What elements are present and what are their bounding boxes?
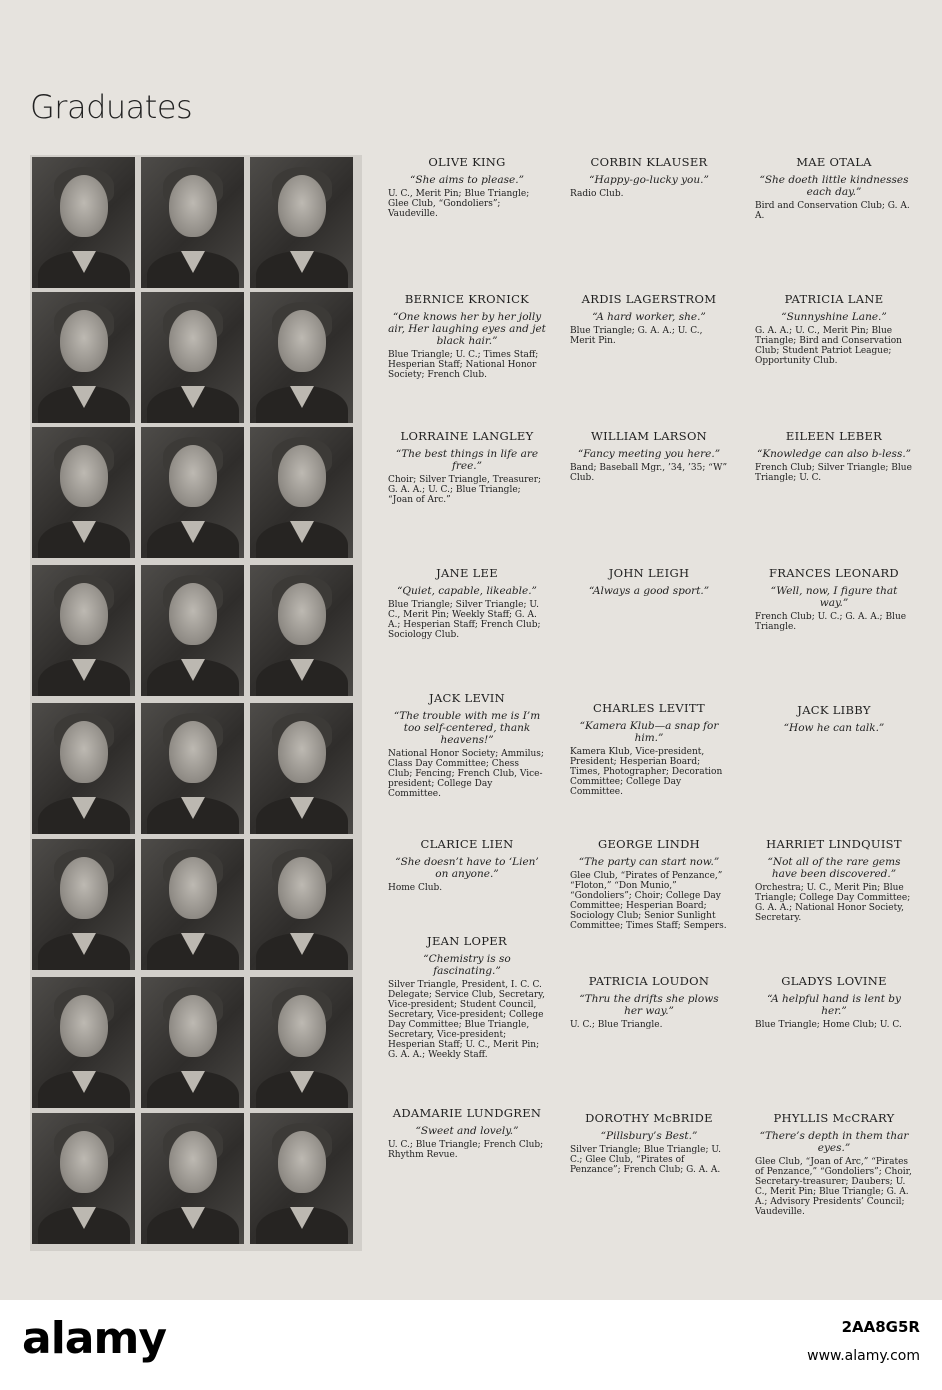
portrait-photo (250, 157, 353, 288)
page-heading: Graduates (30, 88, 193, 126)
graduate-quote: “Sweet and lovely.” (415, 1125, 519, 1137)
graduate-entry (755, 156, 913, 221)
portrait-photo (32, 157, 135, 288)
graduate-entry (388, 430, 546, 505)
graduate-name: PHYLLIS McCRARY (773, 1111, 895, 1125)
graduate-entry (388, 1107, 546, 1160)
portrait-photo (141, 703, 244, 834)
graduate-name: GLADYS LOVINE (781, 974, 887, 988)
graduate-activities: Choir; Silver Triangle, Treasurer; G. A. A.; U. C.; Blue Triangle; “Joan of Arc.” (388, 475, 542, 505)
graduate-name: DOROTHY McBRIDE (585, 1111, 713, 1125)
graduate-quote: “Always a good sport.” (588, 585, 710, 597)
graduate-entry (388, 567, 546, 640)
graduate-entry (570, 156, 728, 199)
graduate-activities: Band; Baseball Mgr., ’34, ’35; “W” Club. (570, 463, 728, 483)
graduate-name: PATRICIA LOUDON (588, 974, 710, 988)
graduate-activities: G. A. A.; U. C., Merit Pin; Blue Triangle; Bird and Conservation Club; Student Patriot League; Opportunity Club. (755, 326, 902, 366)
graduate-entry (755, 1112, 913, 1217)
graduate-quote: “There’s depth in them thar eyes.” (759, 1130, 909, 1154)
graduate-entry (755, 838, 913, 923)
graduate-name: EILEEN LEBER (785, 429, 883, 443)
graduate-activities: U. C., Merit Pin; Blue Triangle; Glee Club, “Gondoliers”; Vaudeville. (388, 189, 530, 219)
graduate-name: BERNICE KRONICK (404, 292, 530, 306)
graduate-activities: Bird and Conservation Club; G. A. A. (755, 201, 910, 221)
graduate-entry (388, 293, 546, 380)
graduate-quote: “One knows her by her jolly air, Her laughing eyes and jet black hair.” (388, 311, 546, 347)
graduate-quote: “The best things in life are free.” (395, 448, 539, 472)
portrait-photo (32, 565, 135, 696)
graduate-entry (570, 567, 728, 600)
graduate-activities: French Club; Silver Triangle; Blue Triangle; U. C. (755, 463, 912, 483)
graduate-activities: Blue Triangle; Silver Triangle; U. C., Merit Pin; Weekly Staff; G. A. A.; Hesperian Staff; French Club; Sociology Club. (388, 600, 541, 640)
graduate-activities: Silver Triangle, President, I. C. C. Delegate; Service Club, Secretary, Vice-president; Student Council, Secretary, Vice-president; College Day Committee; Blue Triangle, Secretary, Vice-president; Hesperian Staff; U. C., Merit Pin; G. A. A.; Weekly Staff. (388, 980, 545, 1060)
portrait-photo (141, 427, 244, 558)
portrait-photo (32, 977, 135, 1108)
portrait-photo (32, 427, 135, 558)
graduate-activities: Silver Triangle; Blue Triangle; U. C.; Glee Club, “Pirates of Penzance”; French Club; G. A. A. (570, 1145, 722, 1175)
graduate-name: GEORGE LINDH (598, 837, 700, 851)
site-url: www.alamy.com (807, 1348, 920, 1364)
graduate-activities: National Honor Society; Ammilus; Class Day Committee; Chess Club; Fencing; French Club, Vice-president; College Day Committee. (388, 749, 544, 799)
graduate-quote: “The party can start now.” (578, 856, 720, 868)
graduate-quote: “She doesn’t have to ‘Lien’ on anyone.” (395, 856, 539, 880)
portrait-photo (250, 1113, 353, 1244)
graduate-entry (388, 838, 546, 893)
graduate-name: ARDIS LAGERSTROM (581, 292, 717, 306)
portrait-photo (250, 703, 353, 834)
graduate-name: MAE OTALA (796, 155, 872, 169)
graduate-activities: Blue Triangle; U. C.; Times Staff; Hesperian Staff; National Honor Society; French Club. (388, 350, 539, 380)
graduate-entry (388, 156, 546, 219)
graduate-activities: Blue Triangle; G. A. A.; U. C., Merit Pin. (570, 326, 703, 346)
graduate-name: JEAN LOPER (427, 934, 507, 948)
graduate-quote: “Knowledge can also b-less.” (756, 448, 912, 460)
graduate-name: ADAMARIE LUNDGREN (392, 1106, 542, 1120)
graduate-activities: Glee Club, “Pirates of Penzance,” “Floton,” “Don Munio,” “Gondoliers”; Choir; College Day Committee; Hesperian Board; Sociology Club; Senior Sunlight Committee; Times Staff; Sempers. (570, 871, 727, 931)
graduate-quote: “Thru the drifts she plows her way.” (579, 993, 719, 1017)
graduate-entry (570, 838, 728, 931)
portrait-grid (30, 155, 362, 1251)
graduate-activities: French Club; U. C.; G. A. A.; Blue Triangle. (755, 612, 907, 632)
portrait-photo (250, 977, 353, 1108)
portrait-photo (250, 427, 353, 558)
graduate-activities: Blue Triangle; Home Club; U. C. (755, 1020, 902, 1030)
portrait-photo (141, 1113, 244, 1244)
image-id: 2AA8G5R (841, 1318, 920, 1336)
graduate-name: JACK LEVIN (429, 691, 505, 705)
graduate-name: LORRAINE LANGLEY (400, 429, 534, 443)
graduate-name: WILLIAM LARSON (590, 429, 708, 443)
portrait-photo (141, 565, 244, 696)
graduate-entry (755, 293, 913, 366)
portrait-photo (141, 292, 244, 423)
graduate-name: JANE LEE (436, 566, 498, 580)
graduate-quote: “Pillsbury’s Best.” (600, 1130, 698, 1142)
portrait-photo (141, 977, 244, 1108)
graduate-name: PATRICIA LANE (784, 292, 884, 306)
watermark-info (807, 1318, 920, 1364)
graduate-entry (388, 692, 546, 799)
graduate-activities: U. C.; Blue Triangle. (570, 1020, 663, 1030)
portrait-photo (32, 839, 135, 970)
portrait-photo (141, 157, 244, 288)
graduate-quote: “She doeth little kindnesses each day.” (759, 174, 909, 198)
portrait-photo (141, 839, 244, 970)
portrait-photo (250, 839, 353, 970)
graduate-quote: “A hard worker, she.” (592, 311, 706, 323)
graduate-name: HARRIET LINDQUIST (766, 837, 902, 851)
graduate-activities: Orchestra; U. C., Merit Pin; Blue Triangle; College Day Committee; G. A. A.; National Honor Society, Secretary. (755, 883, 911, 923)
portrait-photo (250, 292, 353, 423)
portrait-photo (250, 565, 353, 696)
graduate-quote: “A helpful hand is lent by her.” (767, 993, 901, 1017)
graduate-quote: “She aims to please.” (410, 174, 524, 186)
graduate-name: OLIVE KING (428, 155, 506, 169)
graduate-activities: U. C.; Blue Triangle; French Club; Rhythm Revue. (388, 1140, 544, 1160)
graduate-activities: Glee Club, “Joan of Arc,” “Pirates of Penzance,” “Gondoliers”; Choir, Secretary-treasurer; Daubers; U. C., Merit Pin; Blue Triangle; G. A. A.; Advisory Presidents’ Council; Vaudeville. (755, 1157, 912, 1217)
graduate-quote: “Well, now, I figure that way.” (770, 585, 898, 609)
graduate-entry (570, 1112, 728, 1175)
graduate-quote: “Quiet, capable, likeable.” (397, 585, 537, 597)
graduate-activities: Kamera Klub, Vice-president, President; Hesperian Board; Times, Photographer; Decoration Committee; College Day Committee. (570, 747, 723, 797)
graduate-activities: Home Club. (388, 883, 443, 893)
portrait-photo (32, 292, 135, 423)
alamy-logo: alamy (22, 1313, 166, 1364)
graduate-quote: “Fancy meeting you here.” (577, 448, 721, 460)
portrait-photo (32, 1113, 135, 1244)
graduate-quote: “How he can talk.” (783, 722, 885, 734)
graduate-quote: “Not all of the rare gems have been discovered.” (767, 856, 901, 880)
graduate-entry (755, 704, 913, 737)
graduate-name: JOHN LEIGH (608, 566, 690, 580)
graduate-quote: “Kamera Klub—a snap for him.” (579, 720, 719, 744)
graduate-entry (570, 430, 728, 483)
graduate-quote: “The trouble with me is I’m too self-centered, thank heavens!” (393, 710, 541, 746)
graduate-entry (755, 975, 913, 1030)
graduate-quote: “Happy-go-lucky you.” (589, 174, 709, 186)
graduate-entry (388, 935, 546, 1060)
graduate-name: CORBIN KLAUSER (590, 155, 708, 169)
graduate-name: FRANCES LEONARD (769, 566, 899, 580)
graduate-quote: “Sunnyshine Lane.” (781, 311, 887, 323)
graduate-name: CHARLES LEVITT (593, 701, 705, 715)
graduate-entry (570, 293, 728, 346)
graduate-name: JACK LIBBY (797, 703, 871, 717)
graduate-activities: Radio Club. (570, 189, 624, 199)
graduate-entry (570, 975, 728, 1030)
graduate-entry (755, 430, 913, 483)
graduate-entry (570, 702, 728, 797)
portrait-photo (32, 703, 135, 834)
graduate-quote: “Chemistry is so fascinating.” (423, 953, 511, 977)
graduate-entry (755, 567, 913, 632)
graduate-name: CLARICE LIEN (420, 837, 514, 851)
